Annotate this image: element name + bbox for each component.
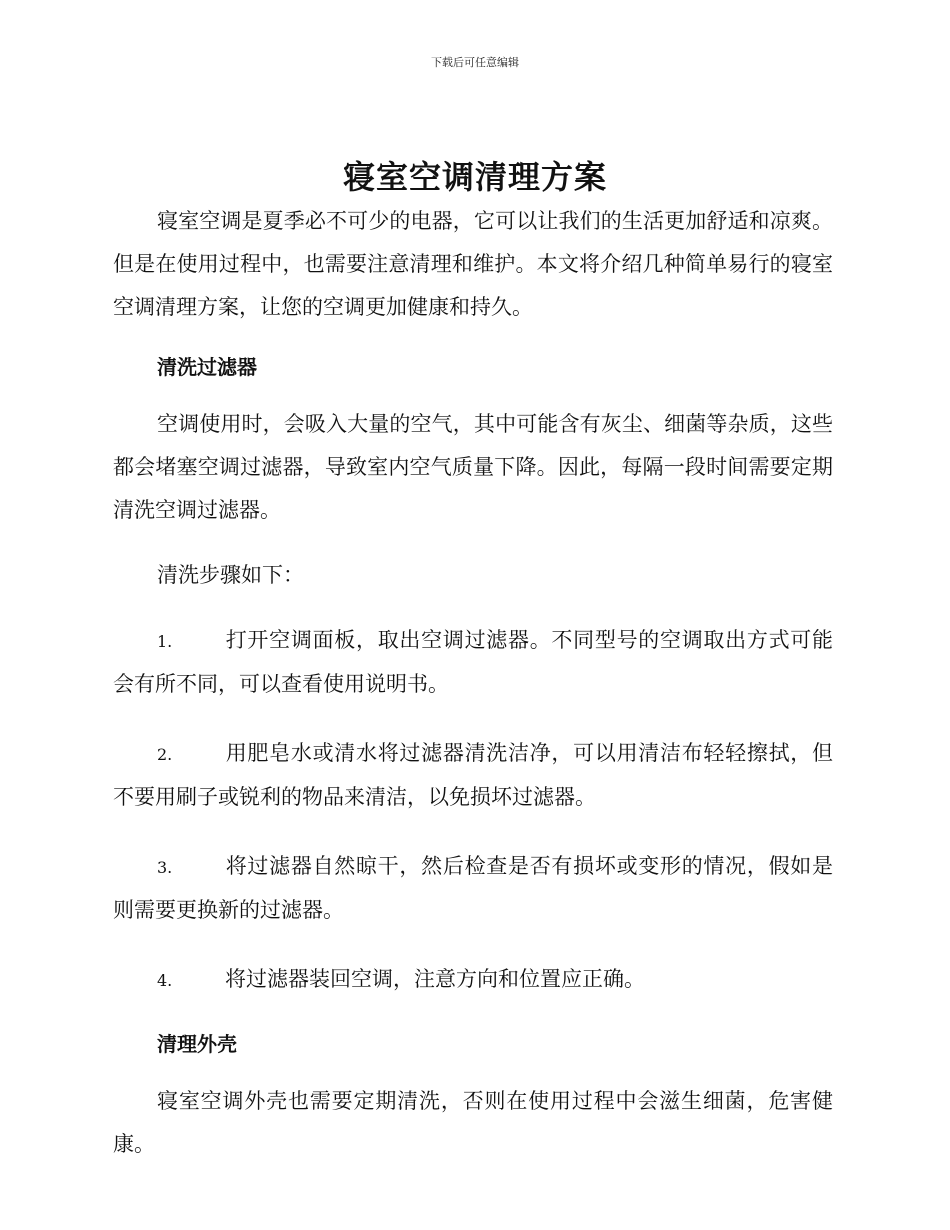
- document-body: [113, 200, 833, 1188]
- intro-paragraph: 寝室空调是夏季必不可少的电器，它可以让我们的生活更加舒适和凉爽。但是在使用过程中，也需要注意清理和维护。本文将介绍几种简单易行的寝室空调清理方案，让您的空调更加健康和持久。: [113, 209, 833, 319]
- shell-paragraph: 寝室空调外壳也需要定期清洗，否则在使用过程中会滋生细菌，危害健康。: [113, 1089, 833, 1156]
- steps-intro: 清洗步骤如下：: [157, 563, 304, 587]
- list-item-number: 4.: [157, 971, 173, 990]
- list-item-text: 用肥皂水或清水将过滤器清洗洁净，可以用清洁布轻轻擦拭，但不要用刷子或锐利的物品来清洁，以免损坏过滤器。: [113, 741, 833, 809]
- list-item: [113, 958, 833, 1002]
- filter-paragraph: 空调使用时，会吸入大量的空气，其中可能含有灰尘、细菌等杂质，这些都会堵塞空调过滤器，导致室内空气质量下降。因此，每隔一段时间需要定期清洗空调过滤器。: [113, 412, 833, 522]
- list-item: [113, 619, 833, 706]
- list-item-text: 将过滤器自然晾干，然后检查是否有损坏或变形的情况，假如是则需要更换新的过滤器。: [113, 854, 833, 922]
- list-item-number: 1.: [157, 632, 173, 651]
- list-item-number: 2.: [157, 745, 173, 764]
- list-item-text: 将过滤器装回空调，注意方向和位置应正确。: [225, 967, 645, 991]
- page-title: 寝室空调清理方案: [342, 158, 607, 196]
- list-item: [113, 845, 833, 932]
- section-heading-shell: 清理外壳: [157, 1032, 237, 1056]
- header-note: 下载后可任意编辑: [431, 56, 519, 69]
- list-item-number: 3.: [157, 858, 173, 877]
- list-item: [113, 732, 833, 819]
- section-heading-filter: 清洗过滤器: [157, 355, 257, 379]
- list-item-text: 打开空调面板，取出空调过滤器。不同型号的空调取出方式可能会有所不同，可以查看使用说明书。: [113, 628, 833, 696]
